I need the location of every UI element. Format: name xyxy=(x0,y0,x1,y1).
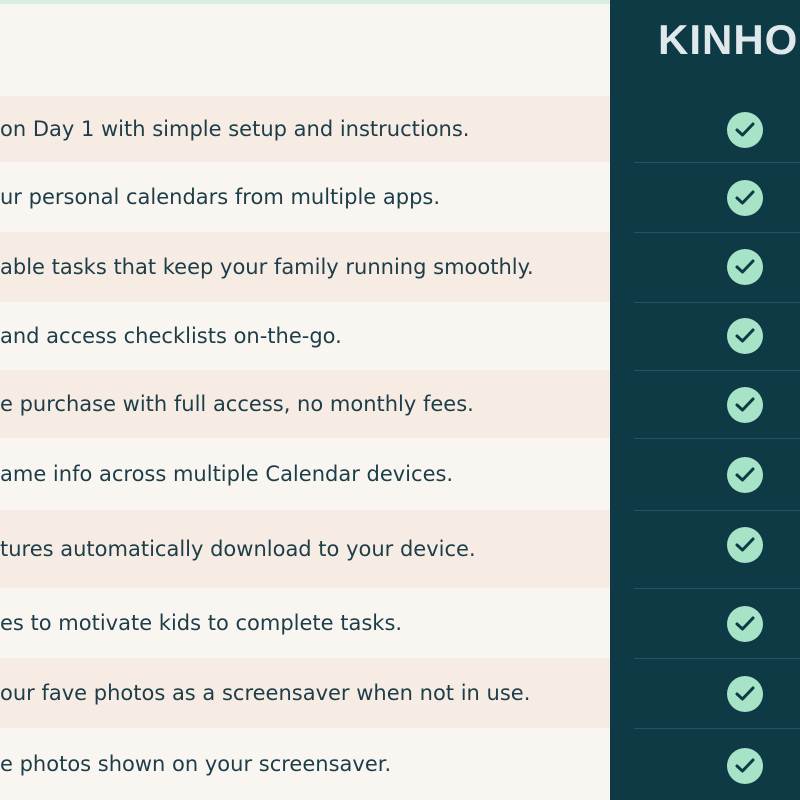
feature-row xyxy=(0,510,610,588)
feature-text: ur personal calendars from multiple apps. xyxy=(0,185,441,209)
checkmark-icon xyxy=(727,527,763,563)
checkmark-icon xyxy=(727,457,763,493)
feature-row xyxy=(0,728,610,800)
feature-row xyxy=(0,438,610,510)
feature-text: able tasks that keep your family running smoothly. xyxy=(0,255,534,279)
row-divider xyxy=(634,510,800,511)
checkmark-icon xyxy=(727,748,763,784)
feature-text: on Day 1 with simple setup and instructions. xyxy=(0,117,470,141)
row-divider xyxy=(634,588,800,589)
checkmark-icon xyxy=(727,112,763,148)
checkmark-icon xyxy=(727,318,763,354)
feature-row xyxy=(0,302,610,370)
feature-text: e photos shown on your screensaver. xyxy=(0,752,392,776)
brand-heading: KINHO xyxy=(658,16,799,63)
row-divider xyxy=(634,370,800,371)
feature-row xyxy=(0,232,610,302)
row-divider xyxy=(634,302,800,303)
brand-column xyxy=(610,0,800,800)
row-divider xyxy=(634,232,800,233)
feature-row xyxy=(0,588,610,658)
checkmark-icon xyxy=(727,387,763,423)
row-divider xyxy=(634,658,800,659)
checkmark-icon xyxy=(727,606,763,642)
checkmark-icon xyxy=(727,676,763,712)
feature-row xyxy=(0,658,610,728)
feature-row xyxy=(0,370,610,438)
feature-row xyxy=(0,162,610,232)
row-divider xyxy=(634,162,800,163)
feature-text: tures automatically download to your device. xyxy=(0,537,476,561)
feature-text: and access checklists on-the-go. xyxy=(0,324,342,348)
feature-text: ame info across multiple Calendar devices. xyxy=(0,462,454,486)
feature-text: es to motivate kids to complete tasks. xyxy=(0,611,403,635)
feature-text: e purchase with full access, no monthly fees. xyxy=(0,392,474,416)
row-divider xyxy=(634,728,800,729)
checkmark-icon xyxy=(727,249,763,285)
feature-row xyxy=(0,96,610,162)
checkmark-icon xyxy=(727,180,763,216)
feature-text: our fave photos as a screensaver when not in use. xyxy=(0,681,531,705)
row-divider xyxy=(634,438,800,439)
